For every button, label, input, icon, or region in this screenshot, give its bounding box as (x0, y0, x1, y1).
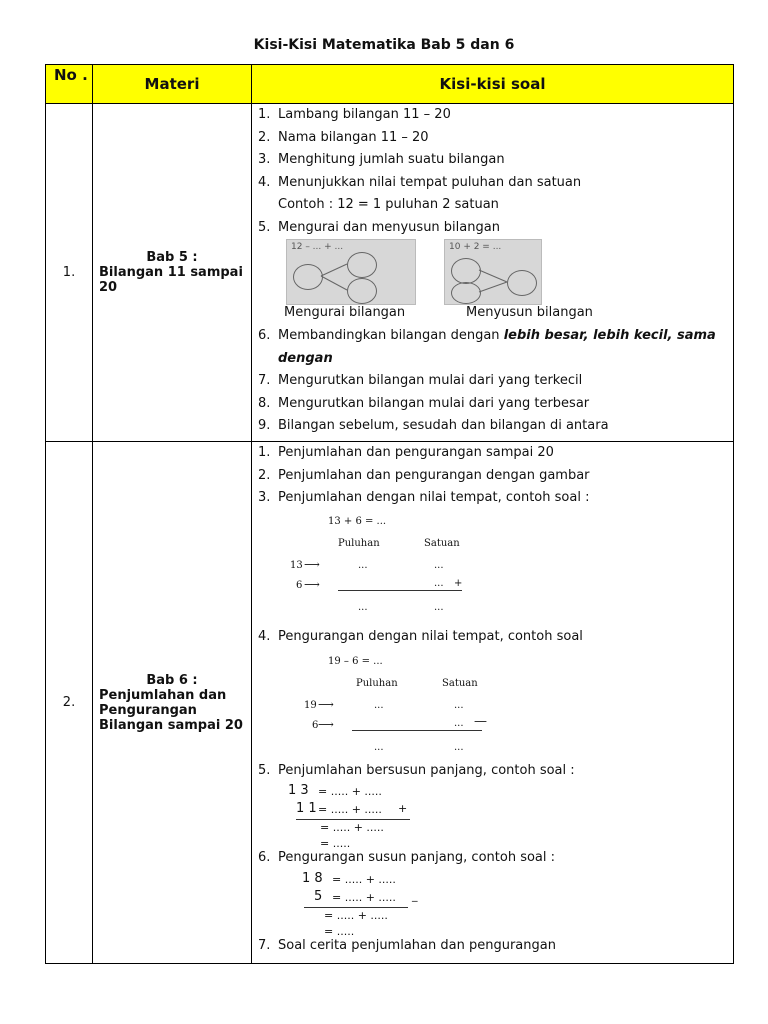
kisi-cell (252, 104, 734, 442)
list-item: 7. Mengurutkan bilangan mulai dari yang terkecil (258, 373, 583, 388)
header-no: No . (46, 65, 93, 104)
list-item: 6. Membandingkan bilangan dengan lebih besar, lebih kecil, sama (258, 328, 716, 343)
materi-title: Bab 5 : (146, 250, 198, 265)
list-item-continued: dengan (278, 350, 333, 366)
caption-row (258, 305, 727, 325)
table-row (46, 442, 734, 964)
header-kisi: Kisi-kisi soal (252, 65, 734, 104)
place-value-example-addition: 13 + 6 = ... Puluhan Satuan 13 ⟶ ... ... 6 ⟶ ... + ... ... (290, 515, 463, 613)
list-item: 3. Penjumlahan dengan nilai tempat, contoh soal : (258, 490, 590, 505)
document-title: Kisi-Kisi Matematika Bab 5 dan 6 (253, 37, 515, 53)
list-item: 9. Bilangan sebelum, sesudah dan bilangan di antara (258, 418, 609, 433)
row-number: 2. (46, 442, 93, 964)
header-row (46, 65, 734, 104)
list-item: 7. Soal cerita penjumlahan dan pengurangan (258, 938, 556, 953)
materi-subtitle: Bilangan 11 sampai 20 (99, 265, 243, 295)
illustration-row (258, 239, 727, 305)
caption-menyusun: Menyusun bilangan (466, 305, 593, 320)
materi-cell (93, 442, 252, 964)
materi-subtitle: Penjumlahan dan Pengurangan Bilangan sampai 20 (99, 687, 243, 733)
arrow-icon: ⟶ (318, 698, 334, 711)
kisi-kisi-table (45, 64, 734, 964)
long-subtraction-example: 1 8 = ..... + ..... 5 = ..... + ..... _ = ..... + ..... = ..... (302, 871, 418, 938)
arrow-icon: ⟶ (318, 718, 334, 731)
materi-cell (93, 104, 252, 442)
list-item: 5. Mengurai dan menyusun bilangan (258, 219, 500, 235)
arrow-icon: ⟶ (304, 577, 320, 591)
list-item: 2. Penjumlahan dan pengurangan dengan gambar (258, 467, 590, 483)
table-row (46, 104, 734, 442)
list-item: 4. Pengurangan dengan nilai tempat, contoh soal (258, 628, 583, 644)
arrow-icon: ⟶ (304, 557, 320, 571)
list-item: 3. Menghitung jumlah suatu bilangan (258, 152, 505, 167)
list-item: 8. Mengurutkan bilangan mulai dari yang terbesar (258, 395, 590, 411)
list-item: 1. Lambang bilangan 11 – 20 (258, 107, 451, 122)
kisi-cell (252, 442, 734, 964)
place-value-example-subtraction: 19 – 6 = ... Puluhan Satuan 19 ⟶ ... ... 6 ⟶ ... — ... ... (304, 656, 487, 753)
long-addition-example: 1 3 = ..... + ..... 1 1 = ..... + ..... + = ..... + ..... = ..... (258, 783, 727, 847)
mengurai-image: 12 – ... + ... (286, 239, 416, 305)
list-item: 6. Pengurangan susun panjang, contoh soal : (258, 849, 556, 865)
materi-title: Bab 6 : (146, 672, 198, 688)
menyusun-image: 10 + 2 = ... (444, 239, 542, 305)
example-text: Contoh : 12 = 1 puluhan 2 satuan (278, 197, 499, 212)
list-item: 5. Penjumlahan bersusun panjang, contoh soal : (258, 763, 575, 778)
header-materi: Materi (93, 65, 252, 104)
list-item: 1. Penjumlahan dan pengurangan sampai 20 (258, 445, 554, 460)
list-item: 4. Menunjukkan nilai tempat puluhan dan satuan (258, 174, 582, 190)
caption-mengurai: Mengurai bilangan (284, 305, 406, 320)
list-item: 2. Nama bilangan 11 – 20 (258, 129, 429, 145)
row-number: 1. (46, 104, 93, 442)
